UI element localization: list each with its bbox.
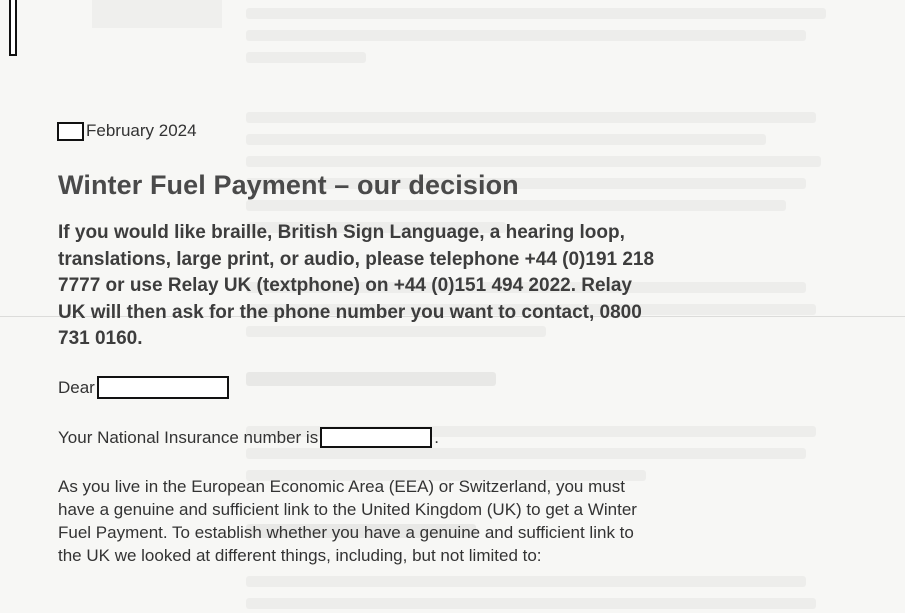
redacted-nino bbox=[320, 427, 432, 448]
salutation-text: Dear bbox=[58, 377, 95, 397]
body-paragraph: As you live in the European Economic Area (EEA) or Switzerland, you must have a genuine and sufficient link to the United Kingdom (UK) to get a Winter Fuel Payment. To establish whether you have a genuine and sufficient link to the UK we looked at different things, including, but not limited to: bbox=[58, 477, 637, 565]
scan-smudge bbox=[92, 0, 222, 28]
national-insurance-line bbox=[58, 427, 439, 448]
redacted-day bbox=[57, 122, 84, 141]
redacted-recipient-name bbox=[97, 376, 229, 399]
salutation bbox=[58, 376, 229, 399]
date-text: February 2024 bbox=[86, 121, 197, 140]
nino-suffix: . bbox=[434, 427, 439, 447]
letter-title: Winter Fuel Payment – our decision bbox=[58, 170, 519, 200]
letter-date bbox=[57, 121, 197, 141]
scan-edge-mark bbox=[9, 0, 17, 56]
accessibility-notice: If you would like braille, British Sign Language, a hearing loop, translations, large print, or audio, please telephone +44 (0)191 218 7777 or use Relay UK (textphone) on +44 (0)151 494 2022. Relay UK will then ask for the phone number you want to contact, 0800 731 0160. bbox=[58, 222, 655, 349]
nino-label: Your National Insurance number is bbox=[58, 427, 319, 447]
